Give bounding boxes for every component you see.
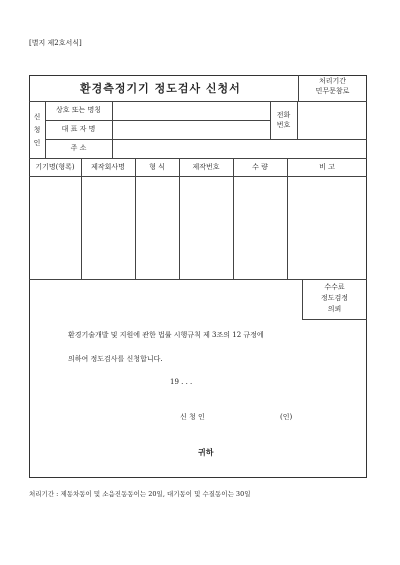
applicant-side-label-3: 인 bbox=[33, 139, 41, 147]
applicant-side-label-1: 신 bbox=[33, 113, 41, 121]
header-serial-number: 제작번호 bbox=[192, 163, 220, 171]
form-title: 환경측정기기 정도검사 신청서 bbox=[80, 82, 241, 95]
representative-name-field[interactable] bbox=[113, 121, 269, 138]
manufacturer-cell[interactable] bbox=[82, 177, 135, 278]
applicant-signature-label: 신 청 인 bbox=[180, 413, 205, 421]
serial-number-cell[interactable] bbox=[180, 177, 233, 278]
representative-name-label: 대 표 자 명 bbox=[61, 125, 96, 133]
header-quantity: 수 량 bbox=[252, 163, 268, 171]
phone-field[interactable] bbox=[298, 102, 366, 138]
remarks-cell[interactable] bbox=[288, 177, 366, 278]
applicant-side-label-2: 청 bbox=[33, 126, 41, 134]
table-bottom-line bbox=[29, 279, 367, 280]
phone-left-divider bbox=[270, 101, 271, 139]
application-date[interactable]: 19 . . . bbox=[170, 378, 193, 386]
address-field[interactable] bbox=[113, 140, 366, 157]
header-remarks: 비 고 bbox=[319, 163, 335, 171]
fee-label-1: 수수료 bbox=[324, 283, 345, 291]
applicant-bottom-line bbox=[29, 158, 367, 159]
form-number: [별지 제2호서식] bbox=[29, 39, 82, 47]
processing-reference-label: 민무문참로 bbox=[315, 87, 350, 95]
processing-period-note: 처리기간 : 제동차동이 및 소음진동동이는 20일, 대기동이 및 수질동이는 30일 bbox=[29, 490, 251, 498]
application-statement-line-2: 의하여 정도검사를 신청합니다. bbox=[68, 355, 163, 363]
addressee: 귀하 bbox=[198, 447, 214, 457]
model-type-cell[interactable] bbox=[136, 177, 179, 278]
header-model-type: 형 식 bbox=[149, 163, 165, 171]
fee-box-bottom bbox=[302, 319, 367, 320]
seal-mark[interactable]: (인) bbox=[280, 413, 293, 421]
quantity-cell[interactable] bbox=[234, 177, 287, 278]
fee-label-2: 정도검정 bbox=[320, 294, 349, 302]
header-equipment-name: 기기명(형록) bbox=[35, 163, 75, 171]
phone-label-2: 번호 bbox=[276, 121, 291, 129]
header-manufacturer: 제작회사명 bbox=[91, 163, 125, 171]
fee-label-3: 의뢰 bbox=[327, 305, 342, 313]
business-name-label: 상호 또는 명칭 bbox=[55, 106, 102, 114]
phone-label-1: 전화 bbox=[276, 111, 291, 119]
business-name-field[interactable] bbox=[113, 102, 269, 119]
address-label: 주 소 bbox=[70, 144, 87, 152]
processing-period-label: 처리기간 bbox=[318, 77, 347, 85]
application-statement-line-1: 환경기술개발 및 지원에 관한 법률 시행규칙 제 3조의 12 규정에 bbox=[68, 331, 264, 339]
equipment-name-cell[interactable] bbox=[30, 177, 81, 278]
